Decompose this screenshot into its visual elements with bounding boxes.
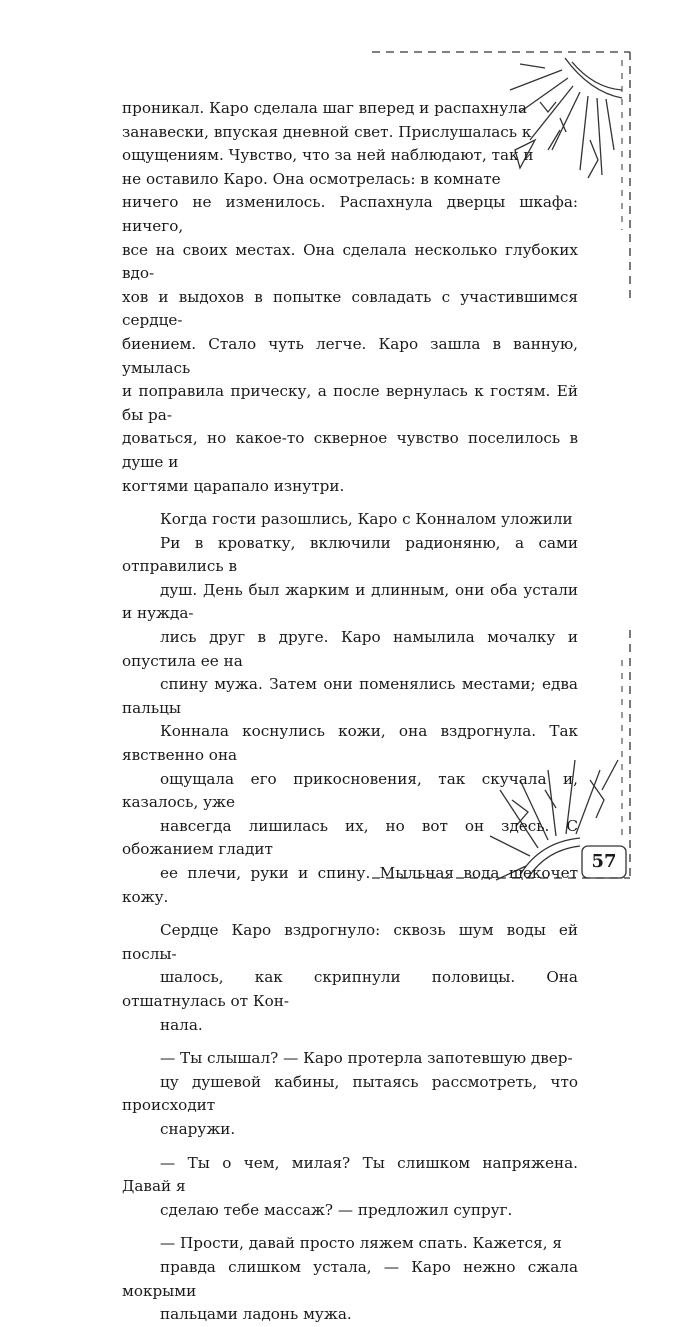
paragraph-2: Когда гости разошлись, Каро с Конналом уложили Ри в кроватку, включили радионяню, а сами отправились в душ. День был жарким и длинным, они оба устали и нужда- лись друг в друге. Каро намылила мочалку и опустила ее на спину мужа. Затем они поменялись местами; едва пальцы Коннала коснулись кожи, она вздрогнула. Так явственно она ощущала его прикосновения, так скучала и, казалось, уже навсегда лишилась их, но вот он здесь. С обожанием гладит ее плечи, руки и спину. Мыльная вода щекочет кожу. [122,510,578,906]
page-number: 57 [591,851,617,872]
paragraph-6: — Прости, давай просто ляжем спать. Кажется, я правда слишком устала, — Каро нежно сжала мокрыми пальцами ладонь мужа. [122,1234,578,1324]
paragraph-1: проникал. Каро сделала шаг вперед и распахнула занавески, впуская дневной свет. Прислушалась к ощущениям. Чувство, что за ней наблюдают, так и не оставило Каро. Она осмотрелась: в комнате ничего не изменилось. Распахнула дверцы шкафа: ничего, все на своих местах. Она сделала несколько глубоких вдо- хов и выдохов в попытке совладать с участившимся сердце- биением. Стало чуть легче. Каро зашла в ванную, умылась и поправила прическу, а после вернулась к гостям. Ей бы ра- доваться, но какое-то скверное чувство поселилось в душе и когтями царапало изнутри. [122,99,578,495]
body-text [122,97,578,1327]
paragraph-5: — Ты о чем, милая? Ты слишком напряжена. Давай я сделаю тебе массаж? — предложил супруг. [122,1153,578,1219]
paragraph-3: Сердце Каро вздрогнуло: сквозь шум воды ей послы- шалось, как скрипнули половицы. Она отшатнулась от Кон- нала. [122,921,578,1034]
paragraph-4: — Ты слышал? — Каро протерла запотевшую двер- цу душевой кабины, пытаясь рассмотреть, что происходит снаружи. [122,1049,578,1138]
